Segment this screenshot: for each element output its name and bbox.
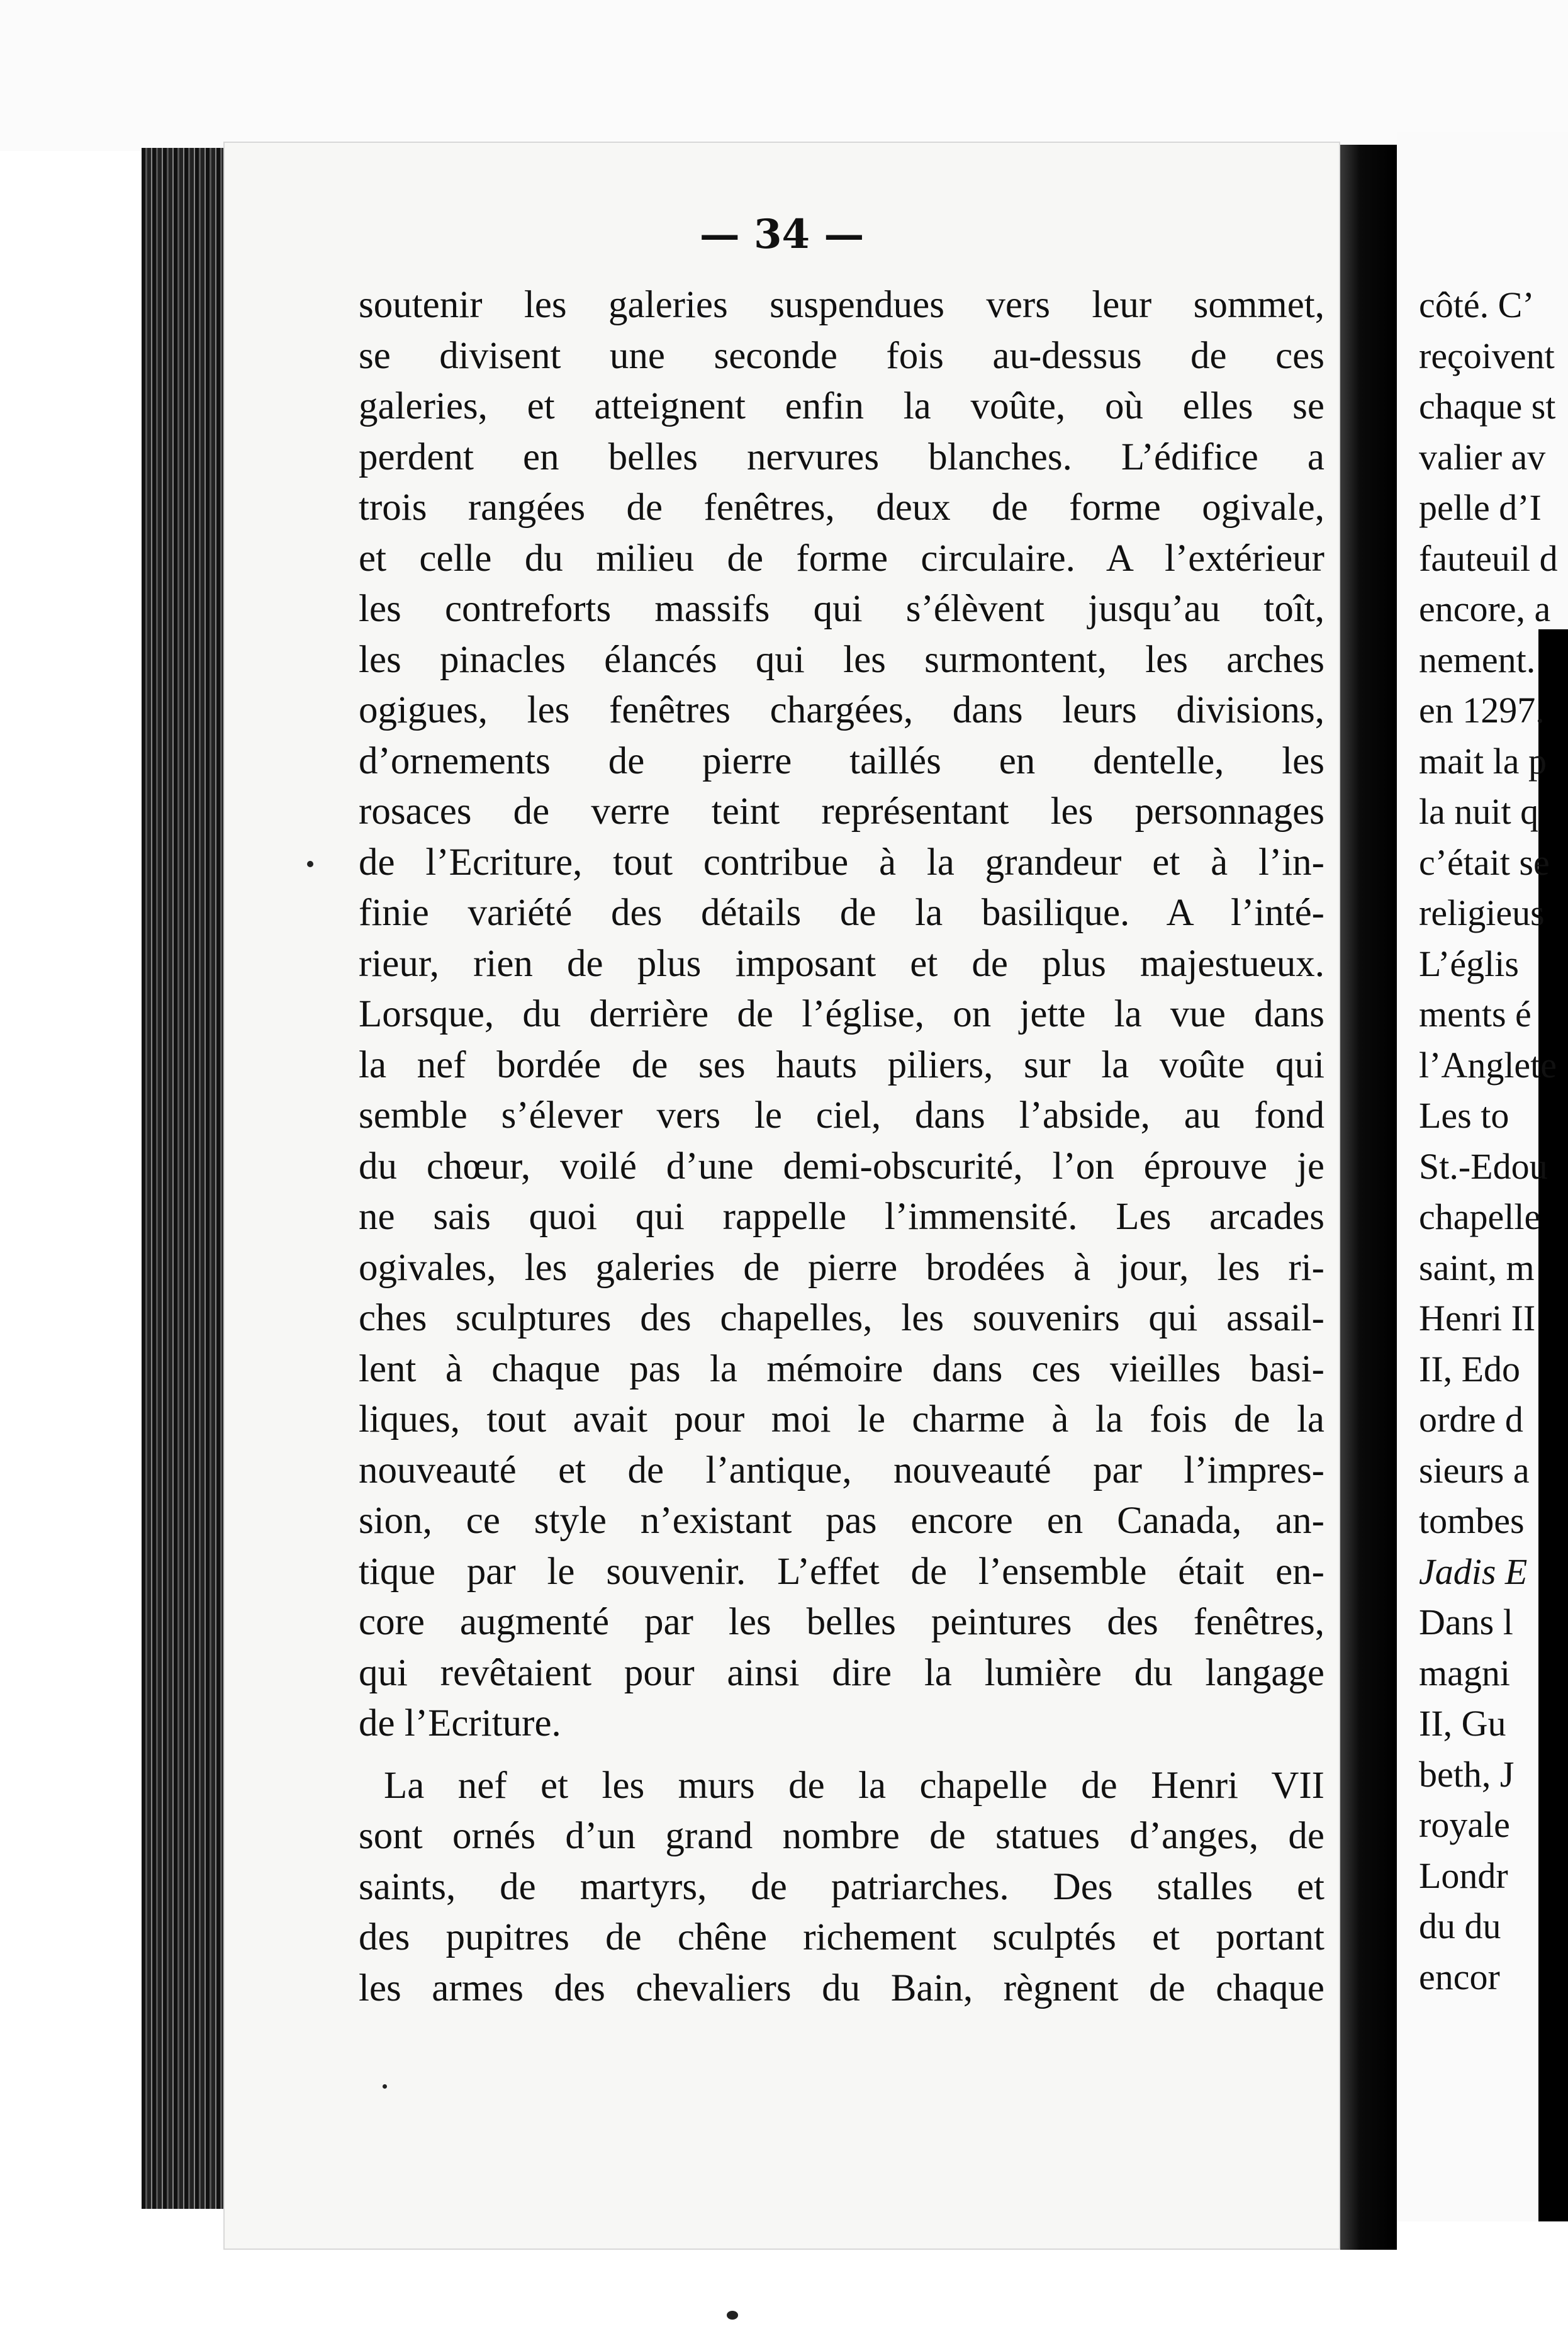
text-line: perdent en belles nervures blanches. L’édifice a	[359, 435, 1324, 478]
right-text-line: encor	[1419, 1956, 1500, 1997]
text-line: nouveauté et de l’antique, nouveauté par l’impres-	[359, 1449, 1324, 1491]
right-text-line: Les to	[1419, 1095, 1509, 1136]
text-line: qui revêtaient pour ainsi dire la lumière du langage	[359, 1651, 1324, 1694]
right-text-line: c’était se	[1419, 841, 1550, 883]
text-line: la nef bordée de ses hauts piliers, sur la voûte qui	[359, 1043, 1324, 1086]
right-text-line: chapelle	[1419, 1196, 1541, 1237]
right-text-line: saint, m	[1419, 1247, 1535, 1288]
right-text-line: II, Gu	[1419, 1703, 1506, 1744]
text-line: rieur, rien de plus imposant et de plus majestueux.	[359, 942, 1324, 985]
text-line: trois rangées de fenêtres, deux de forme ogivale,	[359, 486, 1324, 529]
scan-speck	[307, 861, 313, 867]
page-number-header: — 34 —	[699, 211, 865, 258]
text-line: galeries, et atteignent enfin la voûte, où elles se	[359, 385, 1324, 427]
right-text-line: en 1297.	[1419, 690, 1545, 731]
text-line: les contreforts massifs qui s’élèvent jusqu’au toît,	[359, 588, 1324, 630]
right-text-line: religieus	[1419, 892, 1545, 933]
paragraph-start-line: La nef et les murs de la chapelle de Henri VII	[384, 1764, 1324, 1807]
right-text-line: ments é	[1419, 994, 1532, 1035]
right-text-line: côté. C’	[1419, 284, 1535, 325]
right-text-line: pelle d’I	[1419, 487, 1542, 528]
text-line: lent à chaque pas la mémoire dans ces vieilles basi-	[359, 1347, 1324, 1390]
text-line: les armes des chevaliers du Bain, règnent de chaque	[359, 1967, 1324, 2009]
text-line: Lorsque, du derrière de l’église, on jette la vue dans	[359, 993, 1324, 1035]
book-gutter	[1340, 145, 1397, 2250]
text-line: sont ornés d’un grand nombre de statues d’anges, de	[359, 1815, 1324, 1857]
left-page-text	[359, 280, 1324, 2014]
right-text-line: ordre d	[1419, 1399, 1523, 1440]
right-text-line: chaque st	[1419, 386, 1556, 427]
page-stack-edge	[142, 148, 233, 2209]
right-text-line: reçoivent	[1419, 335, 1555, 376]
scan-speck	[383, 2084, 387, 2089]
right-text-line: beth, J	[1419, 1753, 1515, 1795]
text-line: finie variété des détails de la basilique. A l’inté-	[359, 892, 1324, 934]
right-text-line: II, Edo	[1419, 1348, 1521, 1389]
right-text-line: Henri II	[1419, 1298, 1536, 1339]
right-text-line: nement.	[1419, 639, 1536, 680]
text-line: sion, ce style n’existant pas encore en Canada, an-	[359, 1500, 1324, 1542]
text-line: core augmenté par les belles peintures des fenêtres,	[359, 1601, 1324, 1643]
text-line: semble s’élever vers le ciel, dans l’abside, au fond	[359, 1094, 1324, 1137]
right-page-text	[1419, 280, 1568, 2002]
right-text-line: Dans l	[1419, 1602, 1513, 1642]
scan-speck	[727, 2311, 738, 2320]
text-line: ches sculptures des chapelles, les souvenirs qui assail-	[359, 1297, 1324, 1339]
text-line: et celle du milieu de forme circulaire. A l’extérieur	[359, 537, 1324, 580]
text-line: de l’Ecriture, tout contribue à la grandeur et à l’in-	[359, 841, 1324, 884]
right-text-line: encore, a	[1419, 588, 1551, 629]
right-text-line: St.-Edou	[1419, 1145, 1548, 1187]
text-line: se divisent une seconde fois au-dessus de ces	[359, 334, 1324, 377]
text-line: les pinacles élancés qui les surmontent, les arches	[359, 638, 1324, 681]
text-line: ogivales, les galeries de pierre brodées à jour, les ri-	[359, 1246, 1324, 1289]
right-text-line: mait la p	[1419, 740, 1547, 782]
text-line: de l’Ecriture.	[359, 1702, 561, 1744]
text-line: soutenir les galeries suspendues vers leur sommet,	[359, 284, 1324, 326]
right-text-line: du du	[1419, 1906, 1501, 1946]
text-line: tique par le souvenir. L’effet de l’ensemble était en-	[359, 1550, 1324, 1593]
text-line: ogigues, les fenêtres chargées, dans leurs divisions,	[359, 689, 1324, 731]
text-line: liques, tout avait pour moi le charme à la fois de la	[359, 1398, 1324, 1440]
right-text-line: la nuit q	[1419, 791, 1539, 832]
text-line: du chœur, voilé d’une demi-obscurité, l’on éprouve je	[359, 1145, 1324, 1187]
text-line: des pupitres de chêne richement sculptés et portant	[359, 1916, 1324, 1958]
text-line: rosaces de verre teint représentant les personnages	[359, 790, 1324, 833]
right-text-line: royale	[1419, 1804, 1510, 1845]
text-line: saints, de martyrs, de patriarches. Des stalles et	[359, 1865, 1324, 1908]
text-line: ne sais quoi qui rappelle l’immensité. Les arcades	[359, 1196, 1324, 1238]
right-text-line: fauteuil d	[1419, 537, 1558, 579]
right-text-line: sieurs a	[1419, 1449, 1530, 1491]
right-text-line: valier av	[1419, 436, 1546, 478]
right-text-line: l’Anglete	[1419, 1044, 1557, 1086]
right-text-line: magni	[1419, 1652, 1510, 1693]
scan-background	[0, 0, 1568, 151]
right-text-line: Jadis E	[1419, 1551, 1528, 1592]
right-text-line: L’églis	[1419, 943, 1519, 984]
right-text-line: tombes	[1419, 1500, 1525, 1541]
text-line: d’ornements de pierre taillés en dentelle, les	[359, 739, 1324, 782]
right-text-line: Londr	[1419, 1855, 1508, 1896]
